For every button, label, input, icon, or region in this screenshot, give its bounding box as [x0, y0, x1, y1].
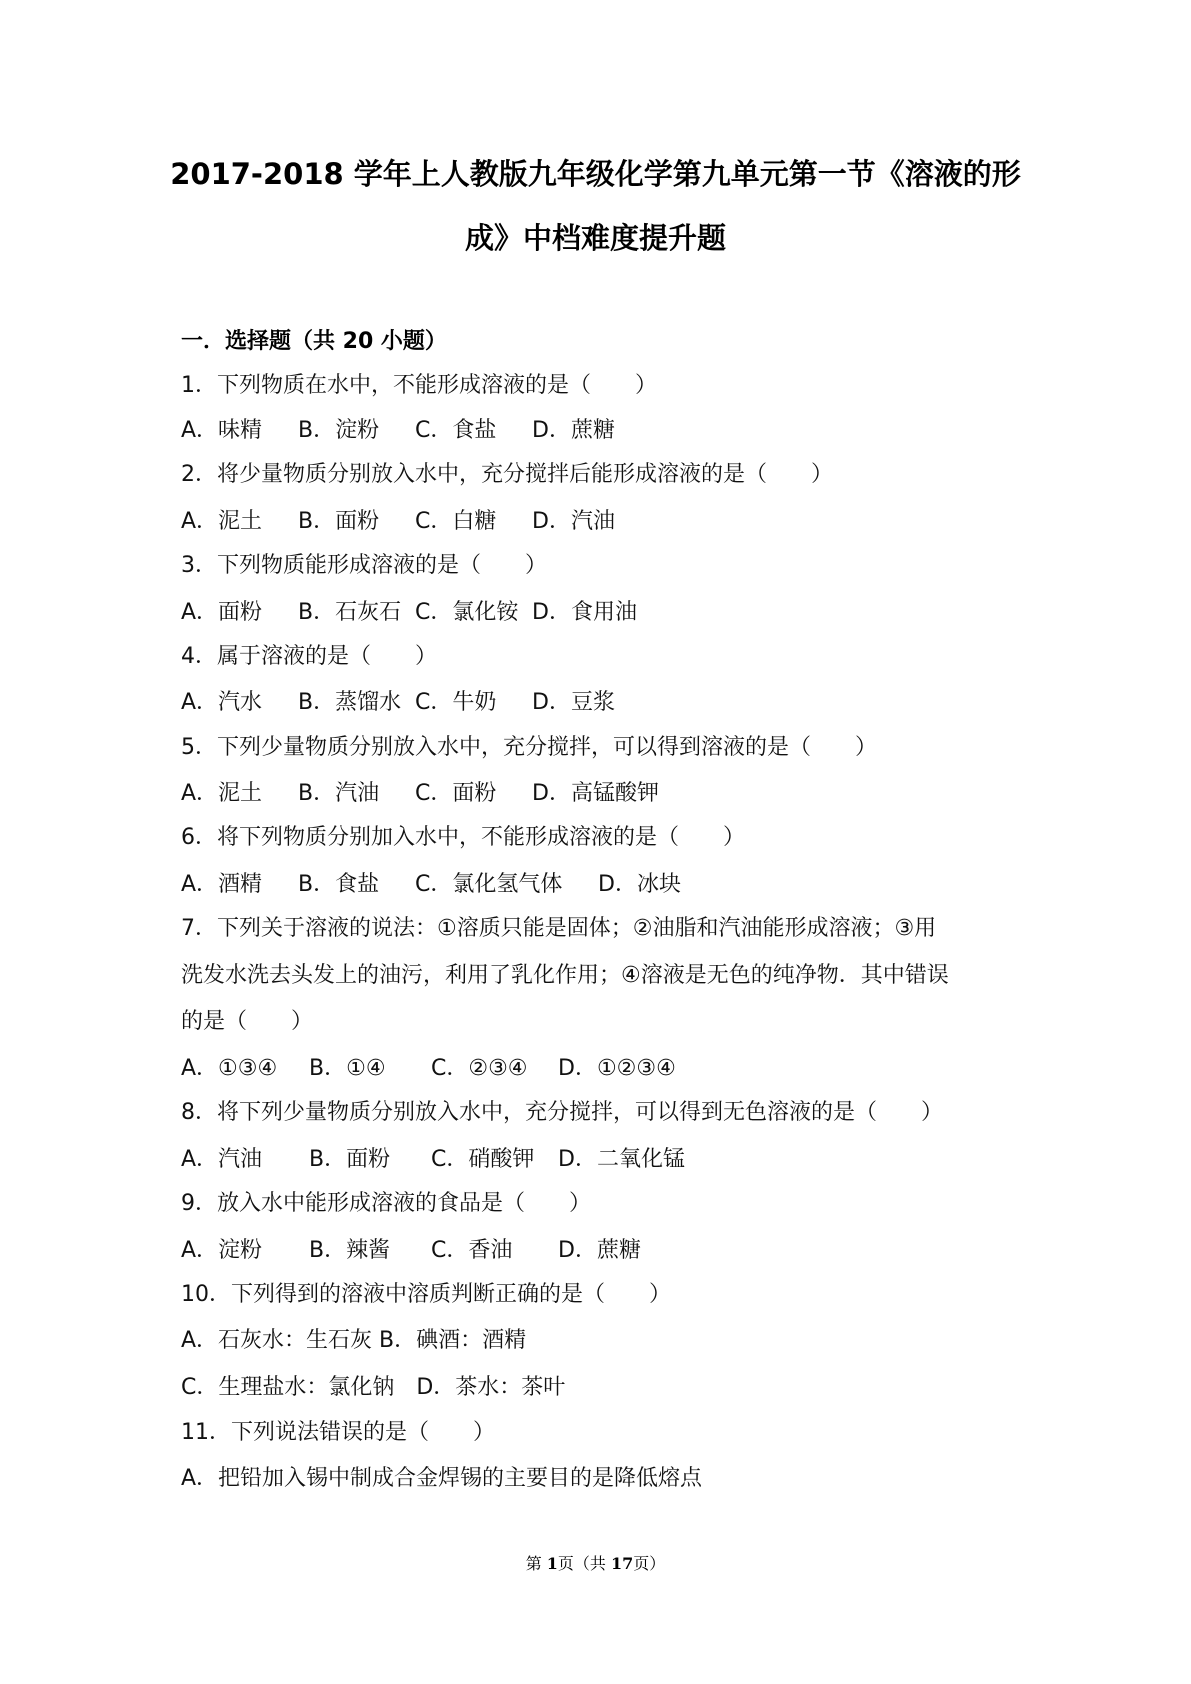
option-b: B．面粉 — [309, 1147, 391, 1172]
option-a: A．泥土 — [181, 781, 263, 806]
question-11-option-a: A．把铅加入锡中制成合金焊锡的主要目的是降低熔点 — [181, 1466, 703, 1491]
option-d: D．豆浆 — [532, 690, 615, 715]
option-a: A．汽油 — [181, 1147, 263, 1172]
option-c: C．氯化氢气体 — [415, 872, 563, 897]
option-b: B．石灰石 — [298, 600, 402, 625]
option-b: B．蒸馏水 — [298, 690, 402, 715]
option-a: A．味精 — [181, 418, 263, 443]
option-d: D．汽油 — [532, 509, 615, 534]
question-4-stem: 4．属于溶液的是（ ） — [181, 644, 437, 669]
question-11-stem: 11．下列说法错误的是（ ） — [181, 1420, 495, 1445]
question-5-stem: 5．下列少量物质分别放入水中，充分搅拌，可以得到溶液的是（ ） — [181, 735, 877, 760]
question-7-stem-line-2: 洗发水洗去头发上的油污，利用了乳化作用；④溶液是无色的纯净物．其中错误 — [181, 963, 949, 988]
option-d: D．蔗糖 — [532, 418, 615, 443]
option-b: B．辣酱 — [309, 1238, 391, 1263]
option-d: D．二氧化锰 — [558, 1147, 685, 1172]
option-d: D．冰块 — [598, 872, 681, 897]
question-10-options-line-1: A．石灰水：生石灰 B．碘酒：酒精 — [181, 1328, 527, 1353]
option-d: D．①②③④ — [558, 1056, 676, 1081]
option-c: C．食盐 — [415, 418, 497, 443]
question-8-stem: 8．将下列少量物质分别放入水中，充分搅拌，可以得到无色溶液的是（ ） — [181, 1100, 943, 1125]
option-d: D．高锰酸钾 — [532, 781, 659, 806]
question-10-stem: 10．下列得到的溶液中溶质判断正确的是（ ） — [181, 1282, 671, 1307]
section-heading: 一．选择题（共 20 小题） — [181, 329, 447, 354]
question-2-stem: 2．将少量物质分别放入水中，充分搅拌后能形成溶液的是（ ） — [181, 462, 833, 487]
question-6-stem: 6．将下列物质分别加入水中，不能形成溶液的是（ ） — [181, 825, 745, 850]
option-b: B．食盐 — [298, 872, 380, 897]
option-c: C．②③④ — [431, 1056, 528, 1081]
option-a: A．①③④ — [181, 1056, 278, 1081]
option-c: C．氯化铵 — [415, 600, 519, 625]
option-c: C．香油 — [431, 1238, 513, 1263]
option-a: A．汽水 — [181, 690, 263, 715]
option-c: C．牛奶 — [415, 690, 497, 715]
option-c: C．面粉 — [415, 781, 497, 806]
option-a: A．面粉 — [181, 600, 263, 625]
option-b: B．淀粉 — [298, 418, 380, 443]
footer-prefix: 第 — [525, 1554, 547, 1573]
option-a: A．泥土 — [181, 509, 263, 534]
question-10-options-line-2: C．生理盐水：氯化钠 D．茶水：茶叶 — [181, 1375, 566, 1400]
question-7-stem-line-3: 的是（ ） — [181, 1009, 314, 1034]
document-title-line-1: 2017-2018 学年上人教版九年级化学第九单元第一节《溶液的形 — [170, 157, 1021, 191]
option-b: B．汽油 — [298, 781, 380, 806]
option-b: B．①④ — [309, 1056, 386, 1081]
option-d: D．蔗糖 — [558, 1238, 641, 1263]
footer-suffix: 页） — [633, 1554, 666, 1573]
option-c: C．白糖 — [415, 509, 497, 534]
option-d: D．食用油 — [532, 600, 637, 625]
page-footer — [0, 1553, 1191, 1575]
option-a: A．淀粉 — [181, 1238, 263, 1263]
option-b: B．面粉 — [298, 509, 380, 534]
footer-page-number: 1 — [546, 1554, 558, 1573]
footer-middle: 页（共 — [557, 1554, 612, 1573]
option-a: A．酒精 — [181, 872, 263, 897]
question-7-stem-line-1: 7．下列关于溶液的说法：①溶质只能是固体；②油脂和汽油能形成溶液；③用 — [181, 916, 937, 941]
question-3-stem: 3．下列物质能形成溶液的是（ ） — [181, 553, 547, 578]
footer-total-pages: 17 — [611, 1554, 634, 1573]
question-1-stem: 1．下列物质在水中，不能形成溶液的是（ ） — [181, 373, 657, 398]
option-c: C．硝酸钾 — [431, 1147, 535, 1172]
question-9-stem: 9．放入水中能形成溶液的食品是（ ） — [181, 1191, 591, 1216]
document-title-line-2: 成》中档难度提升题 — [464, 221, 726, 255]
